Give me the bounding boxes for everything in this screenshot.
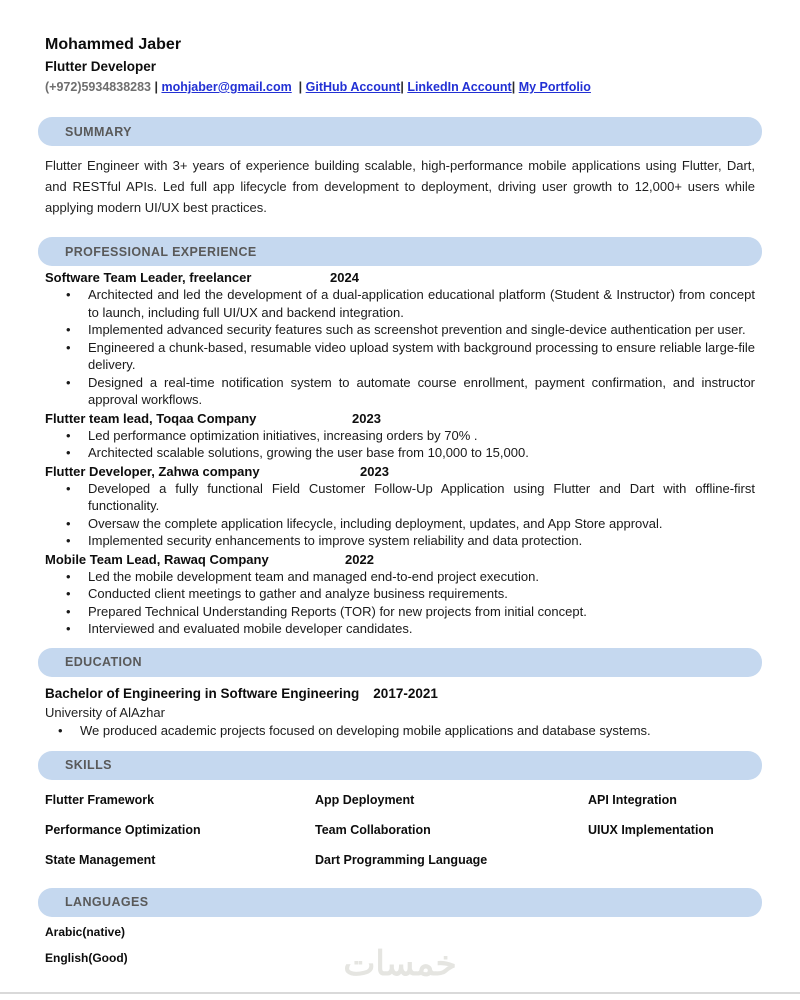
job-bullet: • Designed a real-time notification system to automate course enrollment, payment confirmation, and instructor approval workflows. — [88, 374, 755, 409]
skill-item: App Deployment — [315, 792, 415, 807]
job-year: 2023 — [360, 463, 389, 479]
section-heading-skills-label: SKILLS — [65, 758, 112, 772]
education-entry — [45, 685, 755, 740]
degree-line — [45, 685, 755, 703]
skill-item: UIUX Implementation — [588, 822, 714, 837]
section-heading-experience — [38, 237, 762, 266]
job-bullet: • Engineered a chunk-based, resumable video upload system with background processing to ensure reliable large-file delivery. — [88, 339, 755, 374]
job-title: Flutter team lead, Toqaa Company — [45, 410, 257, 426]
candidate-role: Flutter Developer — [45, 59, 157, 74]
skills-grid — [45, 792, 755, 882]
experience-job — [45, 269, 755, 409]
language-item: Arabic(native) — [45, 924, 126, 939]
job-bullet: • Developed a fully functional Field Customer Follow-Up Application using Flutter and Dart with offline-first functionality. — [88, 480, 755, 515]
contact-link-linkedin-account[interactable]: LinkedIn Account — [407, 80, 512, 94]
degree-title: Bachelor of Engineering in Software Engineering — [45, 685, 360, 701]
job-bullets — [45, 480, 755, 550]
section-heading-summary-label: SUMMARY — [65, 124, 132, 139]
job-bullet: • Architected scalable solutions, growing the user base from 10,000 to 15,000. — [88, 444, 755, 462]
section-heading-education — [38, 648, 762, 677]
job-title: Software Team Leader, freelancer — [45, 270, 252, 285]
summary-text: Flutter Engineer with 3+ years of experience building scalable, high-performance mobile applications using Flutter, Dart, and RESTful APIs. Led full app lifecycle from development to deployment, driving user growth to 12,000+ users while applying modern UI/UX best practices. — [45, 158, 755, 215]
contact-separator: | — [291, 80, 306, 94]
skill-item-empty — [588, 852, 755, 882]
job-header — [45, 410, 755, 427]
job-bullet: • Interviewed and evaluated mobile developer candidates. — [88, 620, 755, 638]
skill-item: Dart Programming Language — [315, 852, 488, 867]
job-bullet: • Prepared Technical Understanding Reports (TOR) for new projects from initial concept. — [88, 603, 755, 621]
experience-job — [45, 410, 755, 462]
job-bullets — [45, 286, 755, 409]
job-bullet: • Led performance optimization initiatives, increasing orders by 70% . — [88, 427, 755, 445]
job-title: Mobile Team Lead, Rawaq Company — [45, 551, 269, 567]
job-bullet: • Led the mobile development team and managed end-to-end project execution. — [88, 568, 755, 586]
section-heading-summary — [38, 117, 762, 146]
section-heading-languages-label: LANGUAGES — [65, 895, 149, 909]
skill-item: Flutter Framework — [45, 792, 155, 807]
degree-years: 2017-2021 — [373, 685, 438, 701]
job-bullet: • Implemented advanced security features such as screenshot prevention and single-device authentication per user. — [88, 321, 755, 339]
job-header — [45, 463, 755, 480]
contact-link-mohjaber-gmail-com[interactable]: mohjaber@gmail.com — [161, 80, 292, 94]
languages-list — [45, 926, 755, 965]
language-item: English(Good) — [45, 950, 128, 965]
job-header — [45, 269, 755, 286]
education-bullets — [45, 722, 755, 740]
page-bottom-divider — [0, 992, 800, 994]
experience-list — [45, 269, 755, 638]
contact-separator: | — [400, 80, 408, 94]
job-bullet: • Oversaw the complete application lifecycle, including deployment, updates, and App Store approval. — [88, 515, 755, 533]
job-year: 2022 — [345, 551, 374, 567]
phone-number: (+972)5934838283 — [45, 80, 151, 94]
section-heading-education-label: EDUCATION — [65, 655, 142, 669]
section-heading-skills — [38, 751, 762, 780]
skill-item: Performance Optimization — [45, 822, 201, 837]
contact-link-github-account[interactable]: GitHub Account — [305, 80, 401, 94]
job-year: 2023 — [352, 410, 381, 426]
skill-item: State Management — [45, 852, 156, 867]
contact-link-my-portfolio[interactable]: My Portfolio — [518, 80, 591, 94]
contact-separator: | — [511, 80, 519, 94]
khamsat-watermark: خمسات — [343, 945, 457, 983]
section-heading-languages — [38, 888, 762, 917]
skill-item: Team Collaboration — [315, 822, 431, 837]
job-header — [45, 551, 755, 568]
job-title: Flutter Developer, Zahwa company — [45, 463, 260, 479]
job-bullets — [45, 568, 755, 638]
experience-job — [45, 551, 755, 638]
education-bullet: • We produced academic projects focused on developing mobile applications and database systems. — [80, 722, 755, 740]
experience-job — [45, 463, 755, 550]
job-bullets — [45, 427, 755, 462]
job-bullet: • Implemented security enhancements to improve system reliability and data protection. — [88, 532, 755, 550]
candidate-name: Mohammed Jaber — [45, 36, 182, 53]
job-bullet: • Architected and led the development of a dual-application educational platform (Student & Instructor) from concept to launch, including full UI/UX and backend integration. — [88, 286, 755, 321]
job-bullet: • Conducted client meetings to gather and analyze business requirements. — [88, 585, 755, 603]
section-heading-experience-label: PROFESSIONAL EXPERIENCE — [65, 244, 257, 259]
skill-item: API Integration — [588, 792, 677, 807]
contact-line — [45, 80, 755, 94]
job-year: 2024 — [330, 270, 359, 285]
school-name: University of AlAzhar — [45, 704, 165, 720]
contact-separator: | — [151, 80, 162, 94]
